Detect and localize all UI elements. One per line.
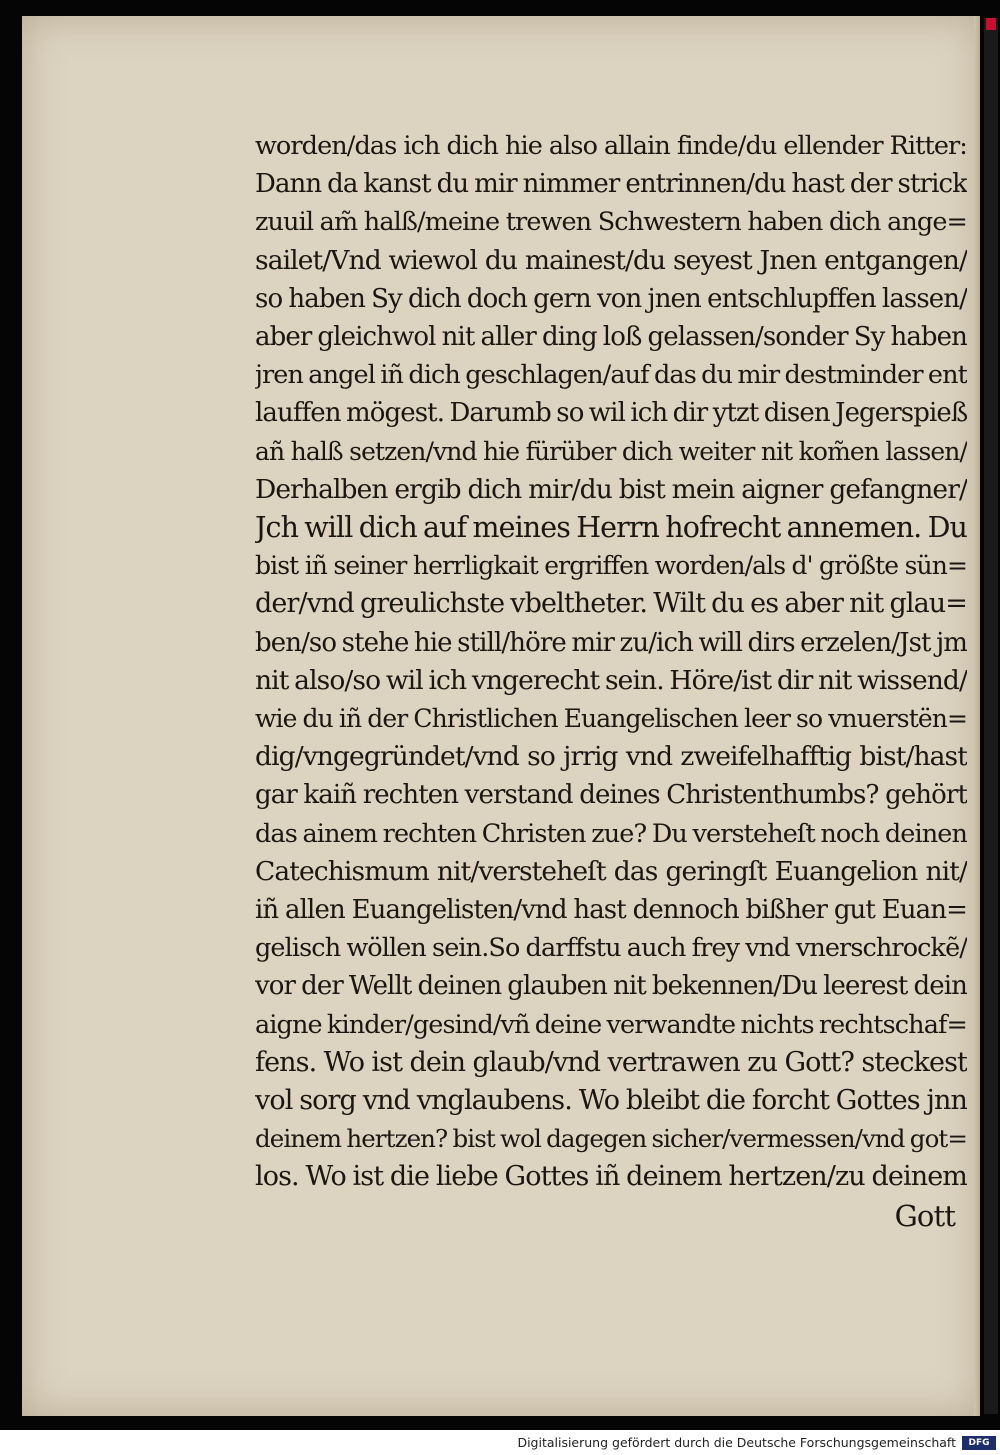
text-line: fens. Wo ist dein glaub/vnd vertrawen zu Gott? steckest [255,1046,967,1078]
text-line: los. Wo ist die liebe Gottes iñ deinem hertzen/zu deinem [255,1161,967,1193]
page-text [255,127,967,1235]
text-line: Derhalben ergib dich mir/du bist mein aigner gefangner/ [255,473,967,505]
text-line: wie du iñ der Christlichen Euangelischen leer so vnuerstën= [255,704,967,734]
text-line: vor der Wellt deinen glauben nit bekennen/Du leerest dein [255,971,967,1002]
text-line: bist iñ seiner herrligkait ergriffen worden/als d' größte sün= [255,551,967,581]
text-line: zuuil am̃ halß/meine trewen Schwestern haben dich ange= [255,207,967,238]
text-line: Jch will dich auf meines Herrn hofrecht annemen. Du [255,511,967,545]
text-line: der/vnd greulichste vbeltheter. Wilt du es aber nit glau= [255,588,967,620]
text-line: deinem hertzen? bist wol dagegen sicher/vermessen/vnd got= [255,1124,967,1154]
text-line: Catechismum nit/versteheſt das geringſt Euangelion nit/ [255,855,967,887]
text-line: sailet/Vnd wiewol du mainest/du seyest Jnen entgangen/ [255,244,967,276]
text-line: Dann da kanst du mir nimmer entrinnen/du hast der strick [255,169,967,200]
dfg-logo: DFG [962,1436,996,1450]
text-line: lauffen mögest. Darumb so wil ich dir ytzt disen Jegerspieß [255,398,967,429]
text-line: aber gleichwol nit aller ding loß gelassen/sonder Sy haben [255,322,967,353]
text-line: aigne kinder/gesind/vñ deine verwandte nichts rechtschaf= [255,1009,967,1040]
text-line: vol sorg vnd vnglaubens. Wo bleibt die forcht Gottes jnn [255,1085,967,1117]
page-edge [974,16,980,1416]
color-reference-strip [984,18,998,1414]
text-line: dig/vngegründet/vnd so jrrig vnd zweifelhafftig bist/hast [255,741,967,773]
footer-bar [0,1430,1000,1455]
text-line: gar kaiñ rechten verstand deines Christenthumbs? gehört [255,780,967,811]
text-line: nit also/so wil ich vngerecht sein. Höre/ist dir nit wissend/ [255,664,967,696]
text-line: ben/so stehe hie still/höre mir zu/ich will dirs erzelen/Jst jm [255,627,967,658]
text-line: gelisch wöllen sein.So darffstu auch frey vnd vnerschrockẽ/ [255,933,967,964]
text-line: iñ allen Euangelisten/vnd hast dennoch bißher gut Euan= [255,895,967,926]
catchword: Gott [894,1198,955,1233]
text-line: jren angel iñ dich geschlagen/auf das du mir destminder ent [255,360,967,391]
text-line: añ halß setzen/vnd hie fürüber dich weiter nit kom̃en lassen/ [255,436,967,466]
footer-credit: Digitalisierung gefördert durch die Deutsche Forschungsgemeinschaft [517,1435,956,1450]
red-marker [986,18,996,30]
text-line: worden/das ich dich hie also allain finde/du ellender Ritter: [255,131,967,161]
text-line: so haben Sy dich doch gern von jnen entschlupffen lassen/ [255,283,967,314]
text-line: das ainem rechten Christen zue? Du versteheſt noch deinen [255,818,967,849]
